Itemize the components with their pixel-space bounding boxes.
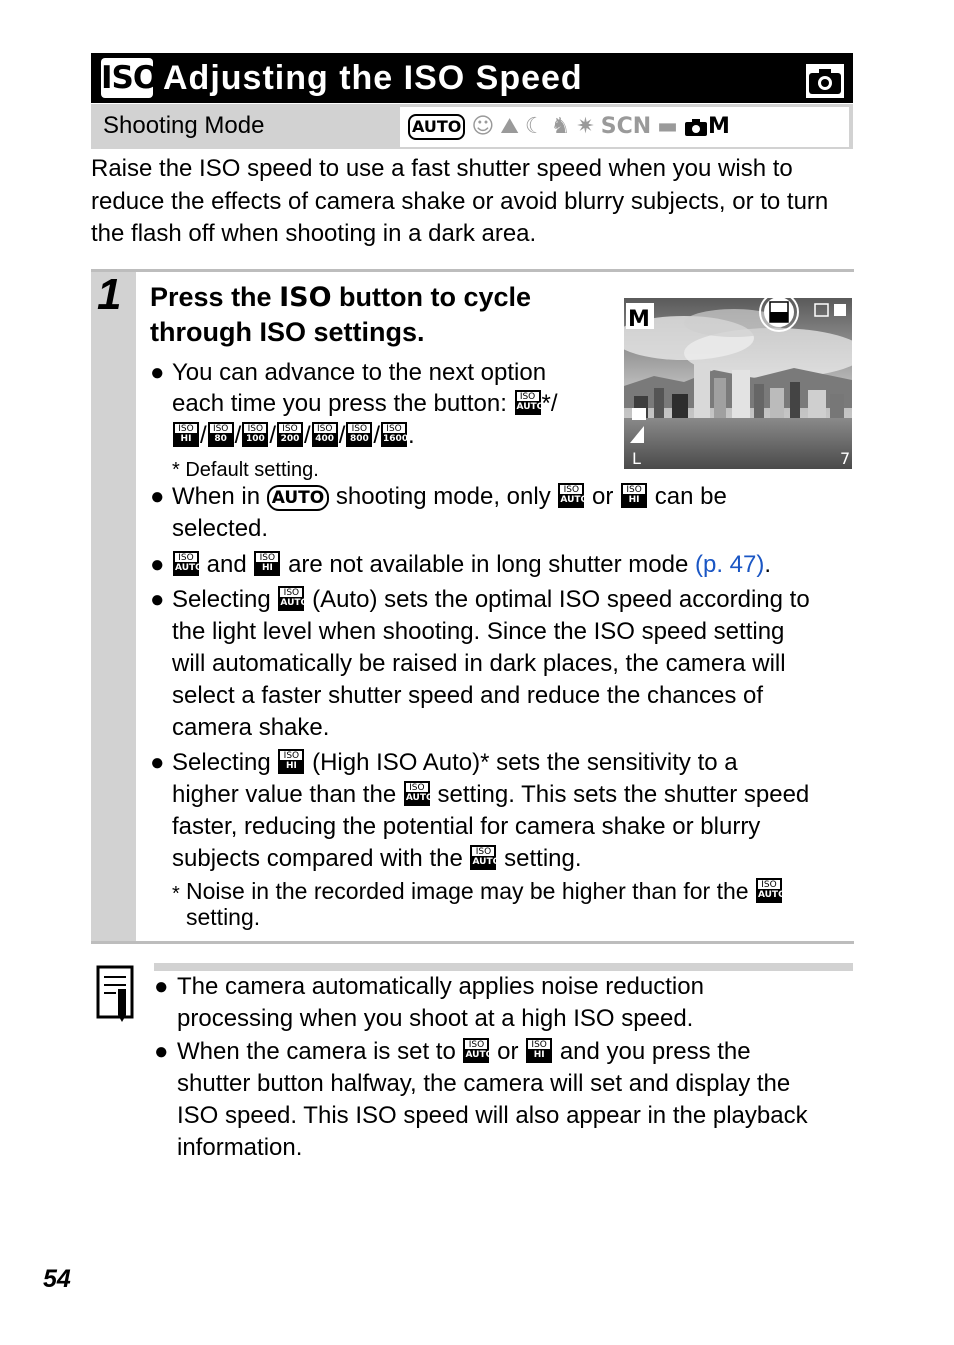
- memo-b2-text1: When the camera is set to: [177, 1038, 456, 1065]
- camera-icon: [806, 64, 844, 98]
- iso-auto-icon: ISO AUTO: [463, 1038, 489, 1063]
- night-scene-mode-icon: ☾: [524, 114, 545, 139]
- iso-hi-icon: ISO HI: [254, 551, 280, 576]
- bullet3-text: are not available in long shutter mode: [288, 551, 689, 578]
- iso-100-icon: ISO 100: [242, 422, 268, 447]
- scn-mode-icon: SCN: [600, 114, 652, 139]
- iso-hi-icon: ISO HI: [526, 1038, 552, 1063]
- intro-paragraph: Raise the ISO speed to use a fast shutter speed when you wish to reduce the effects of camera shake or avoid blurry subjects, or to turn the flash off when shooting in a dark area.: [91, 155, 829, 247]
- memo-note-icon: [96, 965, 138, 1023]
- memo-b2-or: or: [497, 1038, 519, 1065]
- movie-mode-icon: ▬: [657, 114, 678, 139]
- iso-auto-icon: ISO AUTO: [558, 483, 584, 508]
- step-number: 1: [97, 270, 122, 319]
- iso-badge-icon: ISO: [101, 60, 159, 96]
- noise-note-line2: setting.: [186, 904, 261, 930]
- iso-values-row: ISO HI / ISO 80 / ISO 100 / ISO 200 / ISO 400 / ISO 800 / ISO 1600 .: [172, 420, 415, 452]
- bullet-dot: ●: [150, 483, 165, 510]
- page-47-link[interactable]: (p. 47): [695, 551, 765, 578]
- bullet5-text1: Selecting: [172, 749, 271, 776]
- memo-b2-line4: information.: [177, 1134, 303, 1161]
- iso-80-icon: ISO 80: [208, 422, 234, 447]
- bullet4-line4: select a faster shutter speed and reduce the chances of: [172, 682, 764, 709]
- bullet2-text3: can be: [654, 483, 727, 510]
- camera-lcd-photo: [624, 298, 852, 469]
- bullet5-line4: [172, 843, 582, 875]
- noise-note-star: *: [172, 883, 180, 905]
- memo-b1-line1: The camera automatically applies noise reduction: [177, 973, 704, 1000]
- auto-mode-icon: AUTO: [408, 114, 465, 140]
- bullet-dot: ●: [150, 749, 165, 776]
- noise-note-line1: [186, 876, 786, 906]
- bullet5-line2: [172, 779, 809, 811]
- memo-b2-line1: [177, 1036, 751, 1068]
- step-top-divider: [91, 269, 854, 272]
- memo-b2-line2: shutter button halfway, the camera will set and display the: [177, 1070, 791, 1097]
- bullet5-text5: subjects compared with the: [172, 845, 463, 872]
- bullet1-line2: [172, 388, 558, 420]
- bullet2-or: or: [592, 483, 614, 510]
- page-title: Adjusting the ISO Speed: [163, 59, 583, 97]
- bullet2-text1: When in: [172, 483, 261, 510]
- iso-hi-icon: ISO HI: [278, 749, 304, 774]
- memo-b2-text2: and you press the: [559, 1038, 751, 1065]
- bullet-dot: ●: [154, 973, 169, 1000]
- memo-divider: [154, 963, 853, 971]
- period: .: [408, 422, 415, 449]
- shooting-mode-label: Shooting Mode: [103, 112, 265, 139]
- bullet2-line2: selected.: [172, 515, 269, 542]
- camera-m-mode-icon: [684, 113, 730, 141]
- bullet3-line1: [172, 549, 771, 581]
- bullet1-line2-text: each time you press the button:: [172, 390, 507, 417]
- iso-auto-icon: ISO AUTO: [470, 845, 496, 870]
- default-star: */: [541, 390, 558, 417]
- bullet-dot: ●: [150, 551, 165, 578]
- heading-part2: button to cycle through ISO settings.: [150, 282, 532, 347]
- bullet4-line2: the light level when shooting. Since the ISO speed setting: [172, 618, 785, 645]
- iso-auto-icon: ISO AUTO: [278, 586, 304, 611]
- bullet4-text2: (Auto) sets the optimal ISO speed according to: [312, 586, 810, 613]
- bullet-dot: ●: [150, 586, 165, 613]
- manual-mode-label: M: [707, 114, 730, 139]
- iso-button-label: ISO: [279, 282, 332, 313]
- memo-b2-line3: ISO speed. This ISO speed will also appear in the playback: [177, 1102, 808, 1129]
- svg-text:M: M: [628, 307, 650, 332]
- iso-1600-icon: ISO 1600: [381, 422, 407, 447]
- bullet5-line3: faster, reducing the potential for camera shake or blurry: [172, 813, 761, 840]
- iso-auto-icon: ISO AUTO: [515, 390, 541, 415]
- bullet5-text4: setting. This sets the shutter speed: [437, 781, 810, 808]
- bullet4-text1: Selecting: [172, 586, 271, 613]
- bullet5-text6: setting.: [504, 845, 582, 872]
- lcd-size-label: L: [632, 449, 641, 468]
- iso-auto-icon: ISO AUTO: [756, 878, 782, 903]
- iso-hi-icon: ISO HI: [621, 483, 647, 508]
- memo-b1-line2: processing when you shoot at a high ISO speed.: [177, 1005, 694, 1032]
- bullet4-line3: will automatically be raised in dark places, the camera will: [172, 650, 786, 677]
- step-number-column: [91, 272, 136, 941]
- kids-pets-mode-icon: ♞: [550, 114, 571, 139]
- bullet-dot: ●: [154, 1038, 169, 1065]
- iso-hi-icon: ISO HI: [173, 422, 199, 447]
- bullet5-line1: [172, 747, 738, 779]
- step-bottom-divider: [91, 941, 854, 944]
- bullet4-line5: camera shake.: [172, 714, 330, 741]
- bullet5-text3: higher value than the: [172, 781, 397, 808]
- bullet2-text2: shooting mode, only: [335, 483, 551, 510]
- svg-text:7: 7: [840, 449, 851, 468]
- iso-200-icon: ISO 200: [277, 422, 303, 447]
- period: .: [764, 551, 772, 578]
- iso-auto-icon: ISO AUTO: [173, 551, 199, 576]
- step-heading: [150, 280, 620, 350]
- auto-mode-icon: AUTO: [267, 485, 330, 511]
- iso-auto-icon: ISO AUTO: [404, 781, 430, 806]
- noise-note-text: Noise in the recorded image may be higher than for the: [186, 878, 749, 904]
- iso-800-icon: ISO 800: [346, 422, 372, 447]
- default-setting-note: * Default setting.: [172, 459, 319, 481]
- bullet1-line1: You can advance to the next option: [172, 359, 547, 386]
- portrait-mode-icon: ☺: [471, 114, 495, 139]
- bullet5-text2: (High ISO Auto)* sets the sensitivity to a: [312, 749, 738, 776]
- iso-400-icon: ISO 400: [312, 422, 338, 447]
- bullet2-line1: [172, 481, 727, 513]
- page-number: 54: [43, 1265, 71, 1293]
- heading-part1: Press the: [150, 282, 280, 312]
- bullet3-and: and: [206, 551, 247, 578]
- indoor-mode-icon: ✷: [576, 114, 595, 139]
- shooting-mode-icons: [400, 107, 849, 147]
- bullet-dot: ●: [150, 359, 165, 386]
- bullet4-line1: [172, 584, 810, 616]
- landscape-mode-icon: ⛰: [500, 114, 519, 139]
